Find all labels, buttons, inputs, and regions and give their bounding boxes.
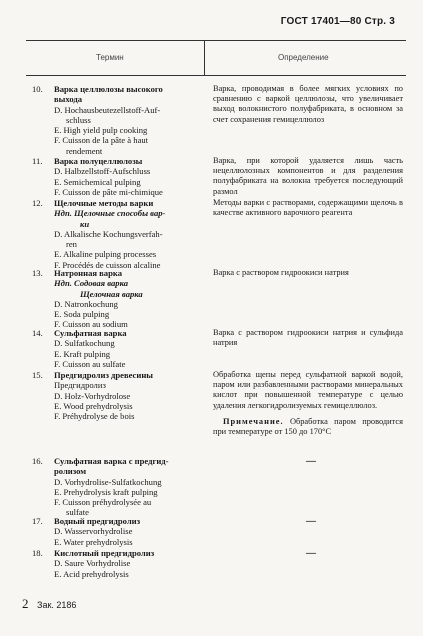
column-divider (204, 41, 205, 75)
term-en: E. Water prehydrolysis (54, 536, 133, 547)
term-ru: Кислотный предгидролиз (54, 548, 155, 558)
term-de: D. Alkalische Kochungsverfah- (54, 228, 163, 239)
term-ru: Предгидролиз древесины (54, 370, 153, 380)
term-de: D. Wasservorhydrolise (54, 526, 133, 537)
page-header: ГОСТ 17401—80 Стр. 3 (280, 16, 395, 27)
definition-column-header: Определение (278, 53, 329, 62)
term-non-recommended: Ндп. Щелочные способы вар- (54, 208, 166, 219)
footer-page-number: 2 (22, 596, 29, 611)
term-en: E. Kraft pulping (54, 348, 111, 359)
entry-number: 15. (32, 370, 43, 380)
term-ru-cont: ролизом (54, 466, 87, 477)
entry-number: 11. (32, 156, 43, 166)
term-ru: Водный предгидролиз (54, 516, 141, 526)
term-de: D. Halbzellstoff-Aufschluss (54, 166, 151, 177)
term-fr: F. Cuisson au sodium (54, 319, 128, 330)
definition-text: Варка с раствором гидроокиси натрия (213, 268, 349, 277)
term-fr: F. Procédés de cuisson alcaline (54, 259, 161, 270)
term-fr: F. Préhydrolyse de bois (54, 411, 135, 422)
term-en: E. High yield pulp cooking (54, 125, 148, 136)
entry-number: 17. (32, 516, 43, 526)
term-ru: Сульфатная варка с предгид- (54, 456, 169, 466)
definition-text: Варка с раствором гидроокиси натрия и сульфида натрия (213, 328, 403, 348)
term-ru: Варка целлюлозы высокого (54, 84, 163, 94)
term-en: E. Soda pulping (54, 309, 110, 320)
term-non-recommended: Щелочная варка (80, 288, 143, 299)
footer-order-number: Зак. 2186 (37, 600, 77, 610)
term-de: D. Saure Vorhydrolise (54, 558, 131, 569)
term-fr: F. Cuisson au sulfate (54, 358, 126, 369)
term-fr: F. Cuisson préhydrolysée au (54, 497, 152, 508)
definition-note (213, 417, 403, 437)
definition-text: Обработка щепы перед сульфатной варкой водой, паром или разбавленными растворами минеральных кислот при повышенной температуре с целью удаления легкогидролизуемых гемицеллюлоз. (213, 370, 403, 410)
term-de: D. Natronkochung (54, 298, 118, 309)
definition-text: Варка, проводимая в более мягких условиях по сравнению с варкой целлюлозы, что увеличивает выход волокнистого полуфабриката, в основном за счет сохранения гемицеллюлоз (213, 84, 403, 124)
term-en: E. Semichemical pulping (54, 176, 141, 187)
term-fr: F. Cuisson de la pâte à haut (54, 135, 149, 146)
entry-number: 18. (32, 548, 43, 558)
term-fr: F. Cuisson de pâte mi-chimique (54, 186, 163, 197)
term-ru: выхода (54, 94, 83, 105)
term-ru: Варка полуцеллюлозы (54, 156, 143, 166)
term-non-recommended: Ндп. Содовая варка (54, 278, 129, 289)
term-column-header: Термин (96, 53, 124, 62)
term-fr-cont: rendement (66, 145, 103, 156)
term-de: D. Sulfatkochung (54, 338, 115, 349)
term-en: E. Wood prehydrolysis (54, 400, 133, 411)
definition-block (213, 370, 403, 437)
definition-dash: — (306, 456, 316, 467)
entry-number: 13. (32, 268, 43, 278)
table-header (26, 40, 406, 76)
definition-text: Методы варки с растворами, содержащими щелочь в качестве активного варочного реагента (213, 198, 403, 218)
term-en: E. Acid prehydrolysis (54, 568, 129, 579)
term-de-cont: schluss (66, 114, 91, 125)
term-de: D. Vorhydrolise-Sulfatkochung (54, 476, 162, 487)
entry-number: 12. (32, 198, 43, 208)
term-synonym: Предгидролиз (54, 380, 106, 391)
term-fr-cont: sulfate (66, 507, 89, 518)
note-text: Обработка паром проводится при температуре от 150 до 170°С (213, 416, 403, 437)
term-de: D. Holz-Vorhydrolose (54, 390, 131, 401)
term-ru: Натронная варка (54, 268, 122, 278)
term-de-cont: ren (66, 239, 77, 250)
note-label: Примечание. (223, 416, 284, 426)
entry-number: 10. (32, 84, 43, 94)
page-footer (22, 596, 76, 612)
definition-dash: — (306, 548, 316, 559)
entry-number: 14. (32, 328, 43, 338)
definition-text: Варка, при которой удаляется лишь часть нецеллюлозных компонентов и для разделения полуфабриката на волокна требуется последующий размол (213, 156, 403, 196)
term-ru: Сульфатная варка (54, 328, 127, 338)
definition-dash: — (306, 516, 316, 527)
term-ru: Щелочные методы варки (54, 198, 154, 208)
term-non-recommended-cont: ки (80, 218, 90, 229)
term-en: E. Alkaline pulping processes (54, 249, 157, 260)
entry-number: 16. (32, 456, 43, 466)
term-de: D. Hochausbeutezellstoff-Auf- (54, 104, 161, 115)
term-en: E. Prehydrolysis kraft pulping (54, 486, 158, 497)
